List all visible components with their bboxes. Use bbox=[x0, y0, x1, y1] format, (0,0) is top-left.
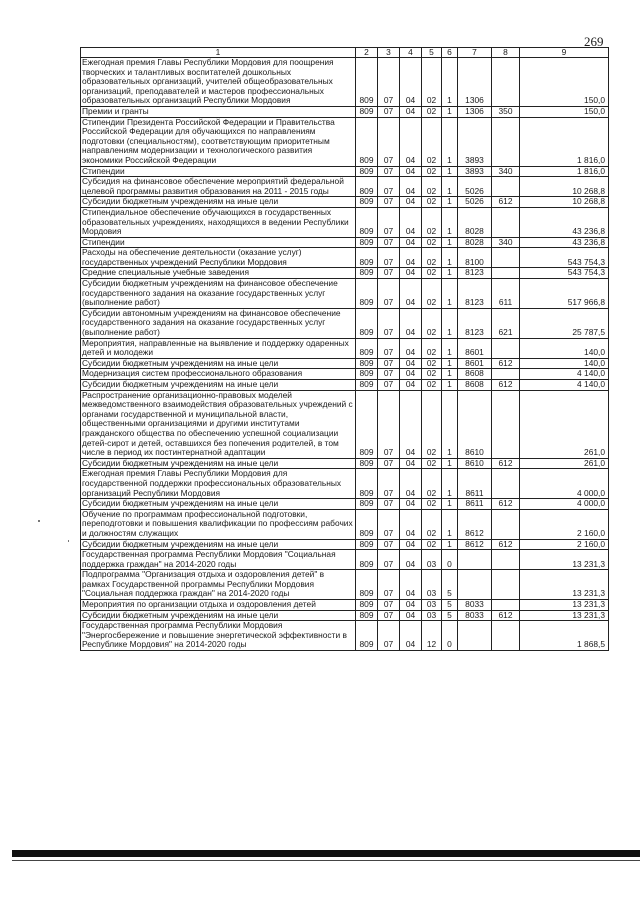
table-row bbox=[81, 380, 609, 391]
code-cell: 809 bbox=[356, 621, 378, 651]
code-cell: 809 bbox=[356, 248, 378, 268]
code-cell: 02 bbox=[422, 390, 442, 458]
code-cell: 04 bbox=[400, 166, 422, 177]
code-cell: 809 bbox=[356, 550, 378, 570]
code-cell: 1306 bbox=[458, 106, 492, 117]
code-cell: 03 bbox=[422, 550, 442, 570]
row-name-cell: Субсидии бюджетным учреждениям на финансовое обеспечение государственного задания на оказание государственных услуг (выполнение работ) bbox=[81, 279, 356, 309]
code-cell: 04 bbox=[400, 268, 422, 279]
code-cell: 04 bbox=[400, 207, 422, 237]
amount-cell: 43 236,8 bbox=[520, 207, 609, 237]
row-name-cell: Ежегодная премия Главы Республики Мордовия для государственной поддержки профессиональных образовательных организаций Республики Мордовия bbox=[81, 469, 356, 499]
code-cell: 612 bbox=[492, 197, 520, 208]
code-cell: 8612 bbox=[458, 539, 492, 550]
budget-table bbox=[80, 47, 609, 651]
code-cell: 04 bbox=[400, 570, 422, 600]
scan-speck bbox=[38, 520, 40, 522]
code-cell bbox=[458, 550, 492, 570]
row-name-cell: Стипендиальное обеспечение обучающихся в государственных образовательных учреждениях, находящихся в ведении Республики Мордовия bbox=[81, 207, 356, 237]
amount-cell: 13 231,3 bbox=[520, 570, 609, 600]
code-cell bbox=[492, 248, 520, 268]
code-cell bbox=[492, 207, 520, 237]
code-cell: 809 bbox=[356, 469, 378, 499]
code-cell: 07 bbox=[378, 621, 400, 651]
row-name-cell: Стипендии bbox=[81, 237, 356, 248]
code-cell: 02 bbox=[422, 197, 442, 208]
code-cell: 07 bbox=[378, 539, 400, 550]
code-cell: 07 bbox=[378, 279, 400, 309]
code-cell bbox=[492, 177, 520, 197]
code-cell: 809 bbox=[356, 600, 378, 611]
code-cell: 02 bbox=[422, 237, 442, 248]
amount-cell: 543 754,3 bbox=[520, 268, 609, 279]
code-cell: 8123 bbox=[458, 308, 492, 338]
row-name-cell: Стипендии Президента Российской Федерации и Правительства Российской Федерации для обучающихся по направлениям подготовки (специальностям), соответствующим приоритетным направлениям модернизации и технологического развития экономики Российской Федерации bbox=[81, 117, 356, 166]
code-cell: 8612 bbox=[458, 509, 492, 539]
page-number: 269 bbox=[584, 34, 604, 49]
code-cell: 809 bbox=[356, 207, 378, 237]
code-cell: 1 bbox=[442, 166, 458, 177]
code-cell: 07 bbox=[378, 469, 400, 499]
amount-cell: 543 754,3 bbox=[520, 248, 609, 268]
code-cell: 5 bbox=[442, 570, 458, 600]
code-cell: 02 bbox=[422, 369, 442, 380]
code-cell: 3893 bbox=[458, 166, 492, 177]
code-cell: 809 bbox=[356, 369, 378, 380]
table-row bbox=[81, 469, 609, 499]
row-name-cell: Субсидии бюджетным учреждениям на иные цели bbox=[81, 380, 356, 391]
column-number-row bbox=[81, 48, 609, 58]
code-cell: 04 bbox=[400, 600, 422, 611]
code-cell: 1 bbox=[442, 268, 458, 279]
table-row bbox=[81, 621, 609, 651]
code-cell: 07 bbox=[378, 197, 400, 208]
code-cell: 809 bbox=[356, 166, 378, 177]
amount-cell: 10 268,8 bbox=[520, 197, 609, 208]
code-cell bbox=[492, 338, 520, 358]
table-row bbox=[81, 166, 609, 177]
code-cell: 07 bbox=[378, 570, 400, 600]
code-cell: 07 bbox=[378, 390, 400, 458]
row-name-cell: Расходы на обеспечение деятельности (оказание услуг) государственных учреждений Республики Мордовия bbox=[81, 248, 356, 268]
code-cell: 02 bbox=[422, 279, 442, 309]
code-cell: 04 bbox=[400, 248, 422, 268]
code-cell: 12 bbox=[422, 621, 442, 651]
code-cell: 04 bbox=[400, 369, 422, 380]
code-cell: 04 bbox=[400, 358, 422, 369]
code-cell: 07 bbox=[378, 600, 400, 611]
code-cell: 809 bbox=[356, 58, 378, 107]
code-cell: 1 bbox=[442, 117, 458, 166]
code-cell bbox=[492, 600, 520, 611]
row-name-cell: Средние специальные учебные заведения bbox=[81, 268, 356, 279]
code-cell: 809 bbox=[356, 117, 378, 166]
table-row bbox=[81, 177, 609, 197]
row-name-cell: Субсидии бюджетным учреждениям на иные цели bbox=[81, 197, 356, 208]
column-header: 6 bbox=[442, 48, 458, 58]
code-cell: 340 bbox=[492, 166, 520, 177]
code-cell: 5 bbox=[442, 600, 458, 611]
amount-cell: 43 236,8 bbox=[520, 237, 609, 248]
table-row bbox=[81, 106, 609, 117]
amount-cell: 2 160,0 bbox=[520, 539, 609, 550]
code-cell: 809 bbox=[356, 106, 378, 117]
code-cell: 1 bbox=[442, 539, 458, 550]
code-cell: 02 bbox=[422, 166, 442, 177]
code-cell: 07 bbox=[378, 177, 400, 197]
amount-cell: 140,0 bbox=[520, 358, 609, 369]
table-row bbox=[81, 279, 609, 309]
code-cell: 04 bbox=[400, 539, 422, 550]
code-cell: 02 bbox=[422, 509, 442, 539]
row-name-cell: Субсидии бюджетным учреждениям на иные цели bbox=[81, 458, 356, 469]
table-row bbox=[81, 550, 609, 570]
code-cell: 07 bbox=[378, 248, 400, 268]
code-cell: 809 bbox=[356, 268, 378, 279]
code-cell: 1 bbox=[442, 499, 458, 510]
code-cell bbox=[492, 58, 520, 107]
code-cell: 8601 bbox=[458, 338, 492, 358]
code-cell: 04 bbox=[400, 117, 422, 166]
code-cell: 809 bbox=[356, 338, 378, 358]
table-row bbox=[81, 248, 609, 268]
amount-cell: 13 231,3 bbox=[520, 610, 609, 621]
code-cell: 1306 bbox=[458, 58, 492, 107]
code-cell: 02 bbox=[422, 117, 442, 166]
amount-cell: 13 231,3 bbox=[520, 600, 609, 611]
code-cell: 621 bbox=[492, 308, 520, 338]
table-row bbox=[81, 358, 609, 369]
table-row bbox=[81, 237, 609, 248]
column-header: 4 bbox=[400, 48, 422, 58]
column-header: 9 bbox=[520, 48, 609, 58]
code-cell: 3893 bbox=[458, 117, 492, 166]
amount-cell: 1 816,0 bbox=[520, 166, 609, 177]
table-row bbox=[81, 458, 609, 469]
code-cell: 07 bbox=[378, 166, 400, 177]
code-cell: 809 bbox=[356, 177, 378, 197]
code-cell: 07 bbox=[378, 106, 400, 117]
code-cell: 612 bbox=[492, 358, 520, 369]
code-cell: 5026 bbox=[458, 197, 492, 208]
code-cell: 809 bbox=[356, 499, 378, 510]
code-cell: 04 bbox=[400, 279, 422, 309]
table-row bbox=[81, 539, 609, 550]
row-name-cell: Подпрограмма "Организация отдыха и оздоровления детей" в рамках Государственной программы Республики Мордовия "Социальная поддержка граждан" на 2014-2020 годы bbox=[81, 570, 356, 600]
code-cell: 611 bbox=[492, 279, 520, 309]
code-cell: 1 bbox=[442, 509, 458, 539]
amount-cell: 150,0 bbox=[520, 106, 609, 117]
code-cell bbox=[492, 117, 520, 166]
column-header: 2 bbox=[356, 48, 378, 58]
table-body bbox=[81, 58, 609, 651]
table-row bbox=[81, 570, 609, 600]
scan-edge-bar bbox=[12, 850, 640, 857]
code-cell: 07 bbox=[378, 380, 400, 391]
code-cell: 8601 bbox=[458, 358, 492, 369]
code-cell: 03 bbox=[422, 600, 442, 611]
code-cell: 1 bbox=[442, 58, 458, 107]
code-cell: 1 bbox=[442, 469, 458, 499]
code-cell: 02 bbox=[422, 248, 442, 268]
code-cell: 340 bbox=[492, 237, 520, 248]
code-cell: 5026 bbox=[458, 177, 492, 197]
amount-cell: 261,0 bbox=[520, 390, 609, 458]
table-row bbox=[81, 117, 609, 166]
row-name-cell: Мероприятия по организации отдыха и оздоровления детей bbox=[81, 600, 356, 611]
table-row bbox=[81, 338, 609, 358]
row-name-cell: Мероприятия, направленные на выявление и поддержку одаренных детей и молодежи bbox=[81, 338, 356, 358]
row-name-cell: Стипендии bbox=[81, 166, 356, 177]
code-cell: 07 bbox=[378, 550, 400, 570]
code-cell bbox=[492, 268, 520, 279]
code-cell: 809 bbox=[356, 197, 378, 208]
code-cell: 07 bbox=[378, 499, 400, 510]
table-row bbox=[81, 600, 609, 611]
code-cell: 03 bbox=[422, 610, 442, 621]
code-cell: 04 bbox=[400, 621, 422, 651]
code-cell: 04 bbox=[400, 197, 422, 208]
code-cell: 809 bbox=[356, 308, 378, 338]
scan-speck bbox=[68, 540, 69, 542]
row-name-cell: Субсидии бюджетным учреждениям на иные цели bbox=[81, 610, 356, 621]
code-cell: 8028 bbox=[458, 207, 492, 237]
code-cell: 809 bbox=[356, 539, 378, 550]
code-cell: 1 bbox=[442, 248, 458, 268]
code-cell: 1 bbox=[442, 338, 458, 358]
code-cell: 04 bbox=[400, 550, 422, 570]
code-cell: 07 bbox=[378, 207, 400, 237]
code-cell: 809 bbox=[356, 358, 378, 369]
row-name-cell: Государственная программа Республики Мордовия "Энергосбережение и повышение энергетической эффективности в Республике Мордовия" на 2014-2020 годы bbox=[81, 621, 356, 651]
code-cell: 04 bbox=[400, 499, 422, 510]
code-cell: 04 bbox=[400, 58, 422, 107]
code-cell: 1 bbox=[442, 237, 458, 248]
column-header: 8 bbox=[492, 48, 520, 58]
code-cell: 1 bbox=[442, 106, 458, 117]
code-cell: 809 bbox=[356, 237, 378, 248]
code-cell: 04 bbox=[400, 469, 422, 499]
code-cell: 07 bbox=[378, 117, 400, 166]
amount-cell: 4 140,0 bbox=[520, 369, 609, 380]
code-cell: 1 bbox=[442, 390, 458, 458]
amount-cell: 4 000,0 bbox=[520, 469, 609, 499]
code-cell: 02 bbox=[422, 539, 442, 550]
code-cell: 1 bbox=[442, 369, 458, 380]
code-cell: 02 bbox=[422, 358, 442, 369]
code-cell: 02 bbox=[422, 207, 442, 237]
code-cell bbox=[492, 369, 520, 380]
column-header: 1 bbox=[81, 48, 356, 58]
code-cell: 02 bbox=[422, 338, 442, 358]
code-cell: 809 bbox=[356, 610, 378, 621]
code-cell: 8123 bbox=[458, 268, 492, 279]
code-cell: 1 bbox=[442, 308, 458, 338]
code-cell: 809 bbox=[356, 380, 378, 391]
code-cell bbox=[492, 509, 520, 539]
code-cell: 1 bbox=[442, 197, 458, 208]
amount-cell: 140,0 bbox=[520, 338, 609, 358]
amount-cell: 4 000,0 bbox=[520, 499, 609, 510]
code-cell: 04 bbox=[400, 338, 422, 358]
code-cell: 8100 bbox=[458, 248, 492, 268]
code-cell: 07 bbox=[378, 338, 400, 358]
table-row bbox=[81, 390, 609, 458]
code-cell: 07 bbox=[378, 369, 400, 380]
scan-edge-line bbox=[12, 860, 640, 861]
table-row bbox=[81, 509, 609, 539]
column-header: 3 bbox=[378, 48, 400, 58]
table-row bbox=[81, 499, 609, 510]
code-cell: 02 bbox=[422, 458, 442, 469]
code-cell: 8611 bbox=[458, 499, 492, 510]
code-cell: 8123 bbox=[458, 279, 492, 309]
column-header: 7 bbox=[458, 48, 492, 58]
code-cell: 809 bbox=[356, 279, 378, 309]
code-cell: 612 bbox=[492, 499, 520, 510]
code-cell: 8608 bbox=[458, 380, 492, 391]
code-cell: 02 bbox=[422, 268, 442, 279]
table-row bbox=[81, 197, 609, 208]
amount-cell: 13 231,3 bbox=[520, 550, 609, 570]
code-cell: 8028 bbox=[458, 237, 492, 248]
row-name-cell: Государственная программа Республики Мордовия "Социальная поддержка граждан" на 2014-2020 годы bbox=[81, 550, 356, 570]
row-name-cell: Субсидии автономным учреждениям на финансовое обеспечение государственного задания на оказание государственных услуг (выполнение работ) bbox=[81, 308, 356, 338]
code-cell bbox=[492, 550, 520, 570]
row-name-cell: Субсидии бюджетным учреждениям на иные цели bbox=[81, 539, 356, 550]
code-cell: 04 bbox=[400, 177, 422, 197]
row-name-cell: Ежегодная премия Главы Республики Мордовия для поощрения творческих и талантливых воспитателей дошкольных образовательных организаций, учителей общеобразовательных организаций, преподавателей и мастеров профессиональных образовательных организаций Республики Мордовия bbox=[81, 58, 356, 107]
table-row bbox=[81, 610, 609, 621]
code-cell: 04 bbox=[400, 509, 422, 539]
row-name-cell: Премии и гранты bbox=[81, 106, 356, 117]
row-name-cell: Субсидии бюджетным учреждениям на иные цели bbox=[81, 499, 356, 510]
code-cell: 04 bbox=[400, 390, 422, 458]
code-cell: 612 bbox=[492, 610, 520, 621]
code-cell: 8033 bbox=[458, 600, 492, 611]
amount-cell: 10 268,8 bbox=[520, 177, 609, 197]
code-cell bbox=[458, 570, 492, 600]
code-cell: 1 bbox=[442, 458, 458, 469]
code-cell: 02 bbox=[422, 58, 442, 107]
amount-cell: 517 966,8 bbox=[520, 279, 609, 309]
code-cell bbox=[492, 570, 520, 600]
code-cell: 8610 bbox=[458, 458, 492, 469]
code-cell: 612 bbox=[492, 539, 520, 550]
code-cell: 03 bbox=[422, 570, 442, 600]
code-cell: 04 bbox=[400, 458, 422, 469]
amount-cell: 2 160,0 bbox=[520, 509, 609, 539]
code-cell: 1 bbox=[442, 177, 458, 197]
code-cell: 1 bbox=[442, 358, 458, 369]
code-cell: 8611 bbox=[458, 469, 492, 499]
code-cell: 612 bbox=[492, 458, 520, 469]
amount-cell: 1 868,5 bbox=[520, 621, 609, 651]
code-cell: 02 bbox=[422, 380, 442, 391]
column-header: 5 bbox=[422, 48, 442, 58]
code-cell: 07 bbox=[378, 58, 400, 107]
code-cell: 02 bbox=[422, 177, 442, 197]
table-row bbox=[81, 207, 609, 237]
table-row bbox=[81, 268, 609, 279]
code-cell: 07 bbox=[378, 268, 400, 279]
code-cell: 02 bbox=[422, 499, 442, 510]
amount-cell: 261,0 bbox=[520, 458, 609, 469]
code-cell: 809 bbox=[356, 458, 378, 469]
table-row bbox=[81, 308, 609, 338]
code-cell: 0 bbox=[442, 621, 458, 651]
code-cell: 02 bbox=[422, 469, 442, 499]
code-cell bbox=[492, 469, 520, 499]
code-cell: 04 bbox=[400, 610, 422, 621]
code-cell: 04 bbox=[400, 380, 422, 391]
code-cell: 07 bbox=[378, 610, 400, 621]
row-name-cell: Субсидия на финансовое обеспечение мероприятий федеральной целевой программы развития образования на 2011 - 2015 годы bbox=[81, 177, 356, 197]
amount-cell: 150,0 bbox=[520, 58, 609, 107]
code-cell: 04 bbox=[400, 237, 422, 248]
code-cell bbox=[492, 621, 520, 651]
code-cell: 809 bbox=[356, 570, 378, 600]
code-cell: 612 bbox=[492, 380, 520, 391]
code-cell: 04 bbox=[400, 308, 422, 338]
code-cell: 8608 bbox=[458, 369, 492, 380]
code-cell: 350 bbox=[492, 106, 520, 117]
code-cell: 1 bbox=[442, 207, 458, 237]
code-cell: 5 bbox=[442, 610, 458, 621]
amount-cell: 25 787,5 bbox=[520, 308, 609, 338]
row-name-cell: Субсидии бюджетным учреждениям на иные цели bbox=[81, 358, 356, 369]
code-cell: 07 bbox=[378, 458, 400, 469]
code-cell bbox=[458, 621, 492, 651]
amount-cell: 1 816,0 bbox=[520, 117, 609, 166]
code-cell: 809 bbox=[356, 390, 378, 458]
row-name-cell: Обучение по программам профессиональной подготовки, переподготовки и повышения квалификации по профессиям рабочих и должностям служащих bbox=[81, 509, 356, 539]
amount-cell: 4 140,0 bbox=[520, 380, 609, 391]
code-cell: 8610 bbox=[458, 390, 492, 458]
table-row bbox=[81, 58, 609, 107]
code-cell: 07 bbox=[378, 509, 400, 539]
code-cell: 02 bbox=[422, 106, 442, 117]
code-cell: 1 bbox=[442, 279, 458, 309]
code-cell: 1 bbox=[442, 380, 458, 391]
code-cell: 809 bbox=[356, 509, 378, 539]
row-name-cell: Модернизация систем профессионального образования bbox=[81, 369, 356, 380]
row-name-cell: Распространение организационно-правовых моделей межведомственного взаимодействия образовательных учреждений с органами государственной и муниципальной власти, общественными организациями и другими институтами гражданского общества по обеспечению успешной социализации детей-сирот и детей, оставшихся без попечения родителей, в том числе в период их постинтернатной адаптации bbox=[81, 390, 356, 458]
code-cell: 8033 bbox=[458, 610, 492, 621]
code-cell: 02 bbox=[422, 308, 442, 338]
code-cell: 07 bbox=[378, 308, 400, 338]
table-row bbox=[81, 369, 609, 380]
code-cell: 0 bbox=[442, 550, 458, 570]
code-cell: 07 bbox=[378, 358, 400, 369]
code-cell bbox=[492, 390, 520, 458]
code-cell: 04 bbox=[400, 106, 422, 117]
code-cell: 07 bbox=[378, 237, 400, 248]
